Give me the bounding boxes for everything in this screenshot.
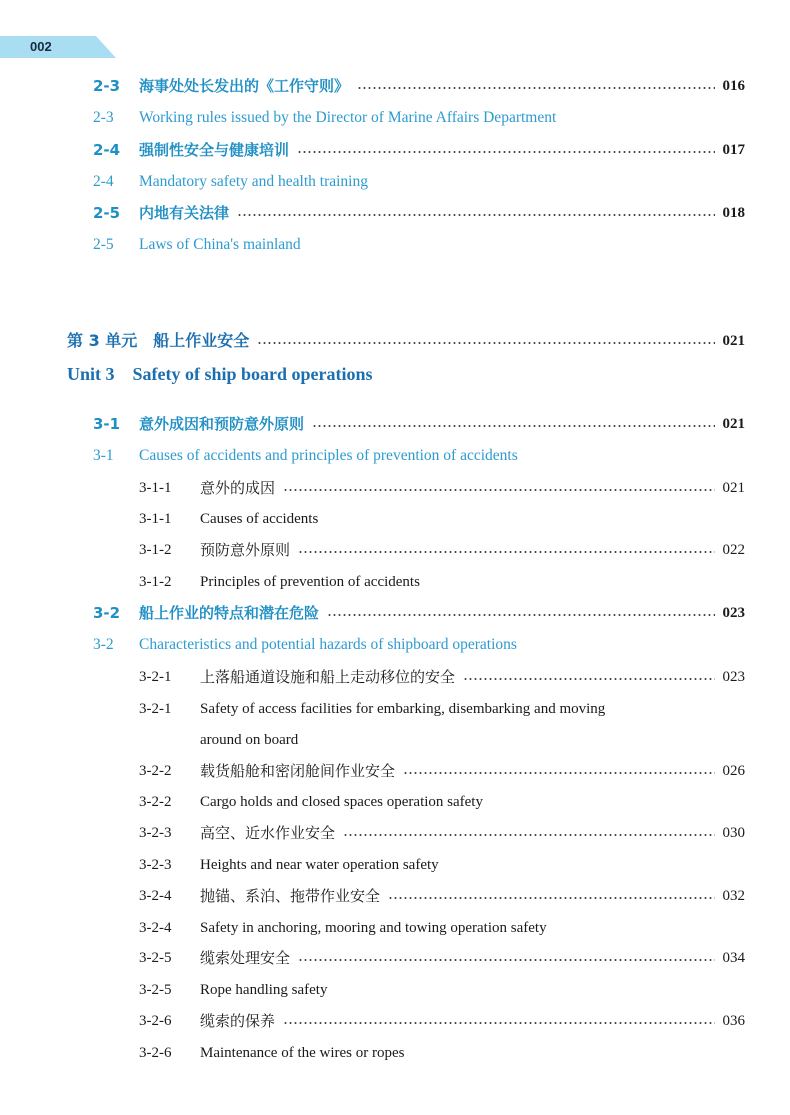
subsection-title: 抛锚、系泊、拖带作业安全 — [200, 887, 381, 905]
toc-entry-3-1-2-en[interactable] — [139, 570, 745, 594]
leader-dots — [357, 87, 714, 89]
section-title: Laws of China's mainland — [139, 236, 301, 253]
page-ref: 036 — [722, 1013, 745, 1029]
toc-entry-3-1-zh[interactable] — [93, 412, 745, 436]
subsection-number: 3-2-3 — [139, 825, 172, 841]
subsection-number: 3-2-4 — [139, 888, 172, 904]
toc-entry-3-1-en[interactable] — [93, 444, 745, 468]
section-title: Working rules issued by the Director of Marine Affairs Department — [139, 109, 557, 126]
subsection-number: 3-1-2 — [139, 574, 172, 590]
section-number: 2-3 — [93, 77, 121, 95]
subsection-number: 3-2-6 — [139, 1013, 172, 1029]
section-title: 强制性安全与健康培训 — [139, 141, 290, 159]
page-ref: 034 — [722, 950, 745, 966]
toc-entry-3-2-3-zh[interactable] — [139, 821, 745, 845]
subsection-title: Maintenance of the wires or ropes — [200, 1045, 405, 1061]
unit-number: Unit 3 — [67, 364, 115, 384]
subsection-title-continuation: around on board — [200, 732, 299, 748]
toc-entry-2-5-zh[interactable] — [93, 201, 745, 225]
page-ref: 023 — [722, 669, 745, 685]
section-title: 海事处处长发出的《工作守则》 — [139, 77, 350, 95]
page-ref: 021 — [722, 333, 745, 349]
section-title: 意外成因和预防意外原则 — [139, 415, 305, 433]
toc-entry-3-2-3-en[interactable] — [139, 853, 745, 877]
leader-dots — [463, 678, 714, 680]
subsection-number: 3-2-5 — [139, 950, 172, 966]
subsection-title: 预防意外原则 — [200, 541, 291, 559]
subsection-title: Heights and near water operation safety — [200, 857, 439, 873]
subsection-title: 上落船通道设施和船上走动移位的安全 — [200, 668, 456, 686]
section-number: 3-1 — [93, 447, 114, 464]
leader-dots — [298, 959, 714, 961]
leader-dots — [283, 489, 714, 491]
toc-entry-2-4-en[interactable] — [93, 170, 745, 194]
leader-dots — [388, 897, 714, 899]
section-number: 3-2 — [93, 604, 121, 622]
page-ref: 021 — [722, 480, 745, 496]
subsection-title: Rope handling safety — [200, 982, 328, 998]
toc-entry-3-2-4-zh[interactable] — [139, 884, 745, 908]
subsection-title: 载货船舱和密闭舱间作业安全 — [200, 762, 396, 780]
section-title: Characteristics and potential hazards of shipboard operations — [139, 636, 517, 653]
page-ref: 022 — [722, 542, 745, 558]
toc-entry-3-1-2-zh[interactable] — [139, 538, 745, 562]
section-number: 2-5 — [93, 204, 121, 222]
subsection-title: 缆索的保养 — [200, 1012, 276, 1030]
section-title: Causes of accidents and principles of prevention of accidents — [139, 447, 518, 464]
toc-entry-3-2-2-zh[interactable] — [139, 759, 745, 783]
unit-title: Safety of ship board operations — [132, 364, 373, 384]
page-ref: 017 — [722, 142, 745, 158]
page-number-tab — [0, 36, 116, 58]
toc-entry-3-2-5-zh[interactable] — [139, 946, 745, 970]
page-ref: 016 — [722, 78, 745, 94]
section-number: 2-3 — [93, 109, 114, 126]
toc-entry-2-4-zh[interactable] — [93, 138, 745, 162]
subsection-number: 3-2-3 — [139, 857, 172, 873]
page-ref: 030 — [722, 825, 745, 841]
leader-dots — [312, 425, 714, 427]
toc-entry-3-2-zh[interactable] — [93, 601, 745, 625]
leader-dots — [283, 1022, 714, 1024]
section-number: 3-2 — [93, 636, 114, 653]
unit-title: 船上作业安全 — [153, 331, 250, 350]
subsection-title: Cargo holds and closed spaces operation safety — [200, 794, 483, 810]
toc-entry-3-2-4-en[interactable] — [139, 916, 745, 940]
subsection-title: 意外的成因 — [200, 479, 276, 497]
toc-entry-2-5-en[interactable] — [93, 233, 745, 257]
toc-entry-3-2-1-zh[interactable] — [139, 665, 745, 689]
leader-dots — [343, 834, 714, 836]
subsection-number: 3-1-1 — [139, 511, 172, 527]
subsection-number: 3-2-2 — [139, 763, 172, 779]
subsection-number: 3-2-2 — [139, 794, 172, 810]
page-number: 002 — [30, 39, 52, 54]
toc-unit-3-en[interactable] — [67, 362, 745, 386]
leader-dots — [237, 214, 714, 216]
toc-unit-3-zh[interactable] — [67, 329, 745, 353]
subsection-number: 3-1-2 — [139, 542, 172, 558]
toc-entry-3-2-6-en[interactable] — [139, 1041, 745, 1065]
toc-entry-3-2-6-zh[interactable] — [139, 1009, 745, 1033]
toc-entry-3-2-5-en[interactable] — [139, 978, 745, 1002]
leader-dots — [403, 772, 714, 774]
section-title: 内地有关法律 — [139, 204, 230, 222]
section-number: 2-5 — [93, 236, 114, 253]
subsection-number: 3-2-1 — [139, 701, 172, 717]
page-ref: 032 — [722, 888, 745, 904]
leader-dots — [298, 551, 714, 553]
page-ref: 026 — [722, 763, 745, 779]
subsection-title: Safety of access facilities for embarking, disembarking and moving — [200, 701, 606, 717]
toc-entry-2-3-en[interactable] — [93, 106, 745, 130]
subsection-number: 3-1-1 — [139, 480, 172, 496]
page-ref: 018 — [722, 205, 745, 221]
section-title: Mandatory safety and health training — [139, 173, 368, 190]
subsection-number: 3-2-1 — [139, 669, 172, 685]
subsection-title: Causes of accidents — [200, 511, 319, 527]
subsection-number: 3-2-4 — [139, 920, 172, 936]
section-number: 2-4 — [93, 173, 114, 190]
subsection-title: 缆索处理安全 — [200, 949, 291, 967]
section-number: 3-1 — [93, 415, 121, 433]
toc-entry-3-1-1-zh[interactable] — [139, 476, 745, 500]
toc-entry-3-2-1-en[interactable] — [139, 697, 745, 721]
toc-entry-3-2-en[interactable] — [93, 633, 745, 657]
toc-entry-2-3-zh[interactable] — [93, 74, 745, 98]
leader-dots — [327, 614, 714, 616]
toc-entry-3-1-1-en[interactable] — [139, 507, 745, 531]
page-ref: 023 — [722, 605, 745, 621]
section-title: 船上作业的特点和潜在危险 — [139, 604, 320, 622]
toc-entry-3-2-1-en-continuation — [200, 728, 745, 752]
subsection-title: 高空、近水作业安全 — [200, 824, 336, 842]
leader-dots — [257, 342, 714, 344]
subsection-number: 3-2-6 — [139, 1045, 172, 1061]
subsection-title: Principles of prevention of accidents — [200, 574, 420, 590]
page-ref: 021 — [722, 416, 745, 432]
subsection-title: Safety in anchoring, mooring and towing operation safety — [200, 920, 547, 936]
section-number: 2-4 — [93, 141, 121, 159]
unit-number: 第 3 单元 — [67, 331, 138, 350]
subsection-number: 3-2-5 — [139, 982, 172, 998]
toc-entry-3-2-2-en[interactable] — [139, 790, 745, 814]
leader-dots — [297, 151, 714, 153]
